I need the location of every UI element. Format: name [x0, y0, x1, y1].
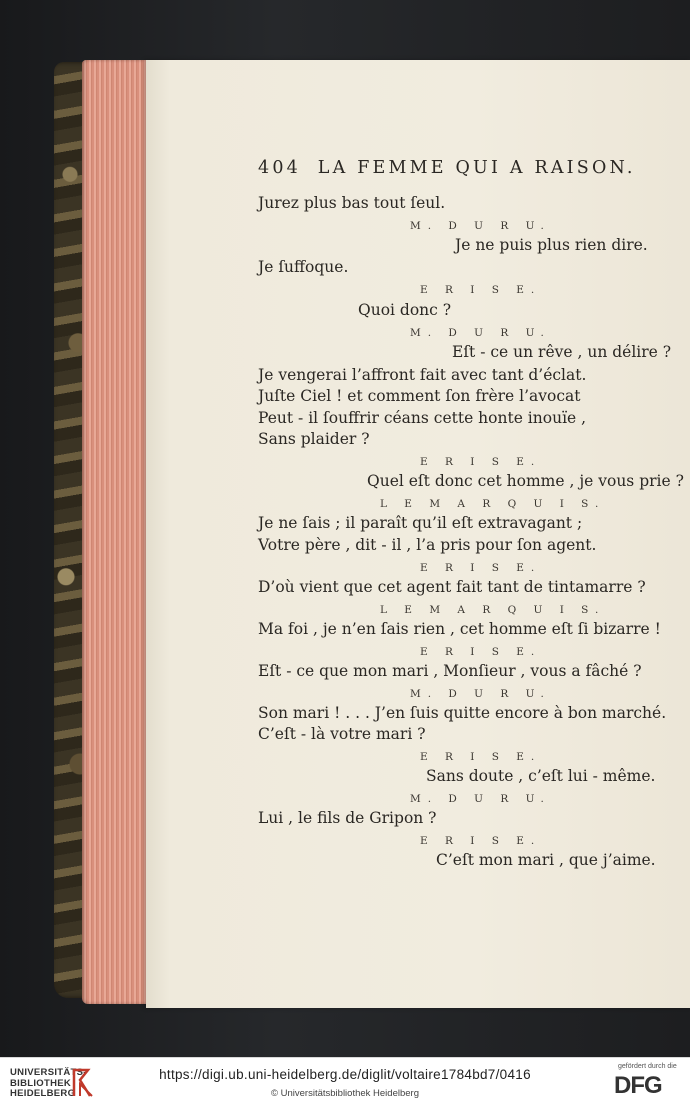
verse-line: Je ne puis plus rien dire. [455, 236, 648, 254]
speaker-label: E R I S E. [420, 284, 542, 296]
running-title: LA FEMME QUI A RAISON. [317, 158, 636, 178]
page-number: 404 [258, 158, 302, 178]
funded-by-label: gefördert durch die [618, 1063, 677, 1070]
verse-line: Son mari ! . . . J’en ſuis quitte encore à bon marché. [258, 704, 667, 722]
speaker-label: E R I S E. [420, 562, 542, 574]
speaker-label: M. D U R U. [410, 327, 551, 339]
speaker-label: L E M A R Q U I S. [380, 604, 606, 616]
library-logo[interactable]: UNIVERSITÄTS- BIBLIOTHEK HEIDELBERG [10, 1067, 87, 1099]
verse-line: Eſt - ce un rêve , un délire ? [452, 343, 672, 361]
viewer-footer [0, 1057, 690, 1107]
copyright-notice: © Universitätsbibliothek Heidelberg [271, 1088, 419, 1099]
verse-line: Votre père , dit - il , l’a pris pour ſon agent. [258, 536, 597, 554]
speaker-label: L E M A R Q U I S. [380, 498, 606, 510]
verse-line: C’eſt - là votre mari ? [258, 725, 426, 743]
verse-line: Ma foi , je n’en ſais rien , cet homme eſt ſi bizarre ! [258, 620, 661, 638]
verse-line: D’où vient que cet agent fait tant de tintamarre ? [258, 578, 646, 596]
dfg-logo[interactable]: DFG [614, 1072, 662, 1099]
speaker-label: E R I S E. [420, 646, 542, 658]
verse-line: Je vengerai l’affront fait avec tant d’éclat. [258, 366, 587, 384]
speaker-label: E R I S E. [420, 456, 542, 468]
speaker-label: E R I S E. [420, 751, 542, 763]
verse-line: Quel eſt donc cet homme , je vous prie ? [367, 472, 684, 490]
verse-line: Peut - il ſouffrir céans cette honte inouïe , [258, 409, 587, 427]
verse-line: Sans doute , c’eſt lui - même. [426, 767, 656, 785]
permalink-url[interactable]: https://digi.ub.uni-heidelberg.de/diglit/voltaire1784bd7/0416 [159, 1067, 531, 1082]
speaker-label: M. D U R U. [410, 793, 551, 805]
verse-line: Quoi donc ? [358, 301, 452, 319]
verse-line: Eſt - ce que mon mari , Monſieur , vous a fâché ? [258, 662, 642, 680]
speaker-label: M. D U R U. [410, 220, 551, 232]
verse-line: C’eſt mon mari , que j’aime. [436, 851, 656, 869]
verse-line: Lui , le fils de Gripon ? [258, 809, 437, 827]
speaker-label: E R I S E. [420, 835, 542, 847]
speaker-label: M. D U R U. [410, 688, 551, 700]
verse-line: Jurez plus bas tout ſeul. [258, 194, 446, 212]
page-edges [82, 60, 148, 1004]
verse-line: Je ſuffoque. [258, 258, 349, 276]
verse-line: Sans plaider ? [258, 430, 370, 448]
running-head [258, 158, 636, 178]
verse-line: Je ne ſais ; il paraît qu’il eſt extravagant ; [258, 514, 583, 532]
verse-line: Juſte Ciel ! et comment ſon frère l’avocat [258, 387, 581, 405]
